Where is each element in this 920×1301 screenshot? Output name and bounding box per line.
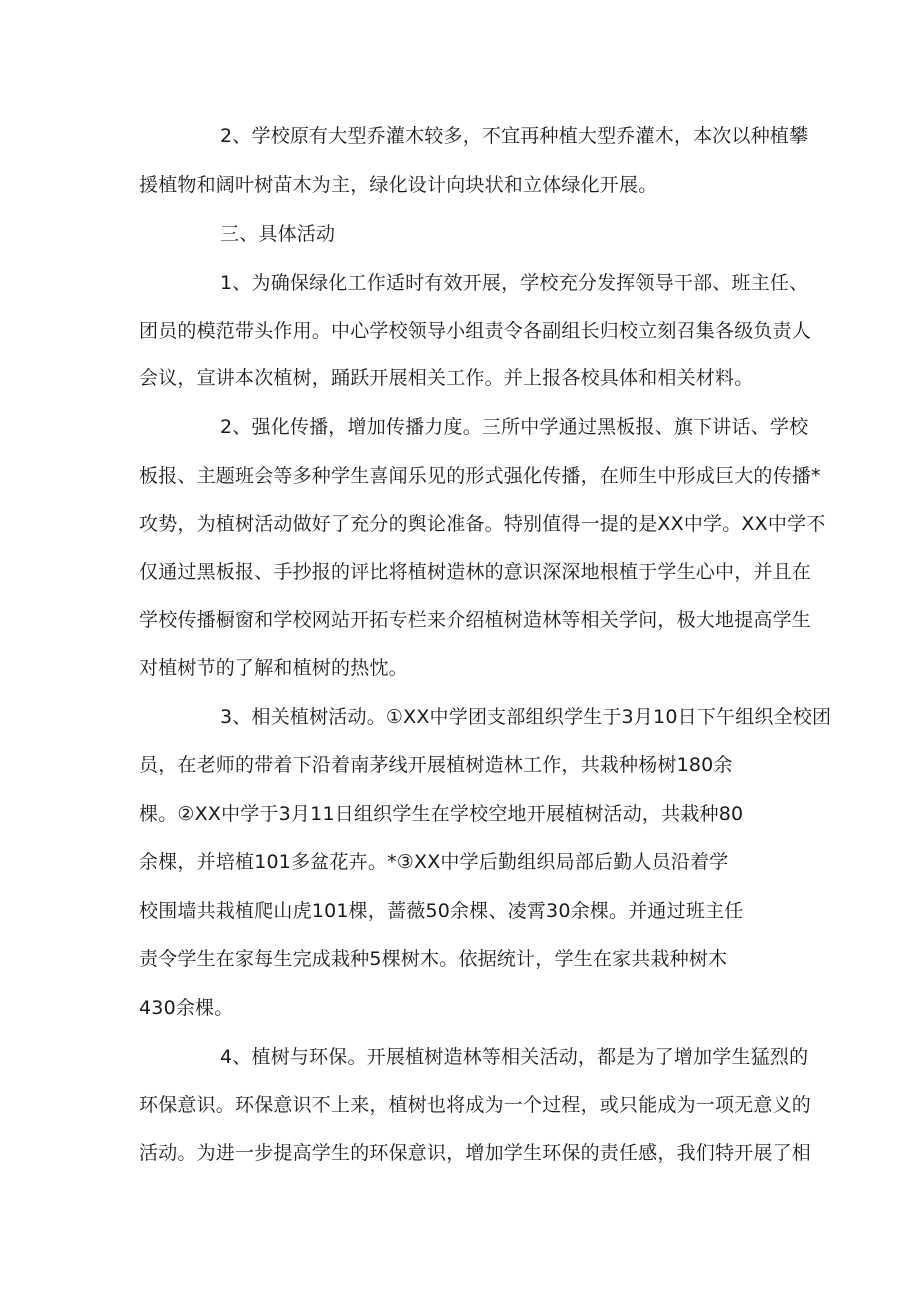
section-heading: 三、具体活动 <box>220 223 336 245</box>
text-line: 1、为确保绿化工作适时有效开展，学校充分发挥领导干部、班主任、 <box>220 272 809 294</box>
text-line: 仅通过黑板报、手抄报的评比将植树造林的意识深深地根植于学生心中，并且在 <box>139 561 812 583</box>
text-line: 3、相关植树活动。①XX中学团支部组织学生于3月10日下午组织全校团 <box>220 706 832 728</box>
text-line: 团员的模范带头作用。中心学校领导小组责令各副组长归校立刻召集各级负责人 <box>139 320 812 342</box>
text-line: 430余棵。 <box>139 997 234 1019</box>
text-line: 余棵，并培植101多盆花卉。*③XX中学后勤组织局部后勤人员沿着学 <box>139 851 729 873</box>
text-line: 活动。为进一步提高学生的环保意识，增加学生环保的责任感，我们特开展了相 <box>139 1142 812 1164</box>
text-line: 攻势，为植树活动做好了充分的舆论准备。特别值得一提的是XX中学。XX中学不 <box>139 513 826 535</box>
text-line: 责令学生在家每生完成栽种5棵树木。依据统计，学生在家共栽种树木 <box>139 948 728 970</box>
text-line: 2、学校原有大型乔灌木较多，不宜再种植大型乔灌木，本次以种植攀 <box>220 125 809 147</box>
text-line: 援植物和阔叶树苗木为主，绿化设计向块状和立体绿化开展。 <box>139 174 658 196</box>
text-line: 校围墙共栽植爬山虎101棵，蔷薇50余棵、凌霄30余棵。并通过班主任 <box>139 900 744 922</box>
text-line: 2、强化传播，增加传播力度。三所中学通过黑板报、旗下讲话、学校 <box>220 416 809 438</box>
text-line: 环保意识。环保意识不上来，植树也将成为一个过程，或只能成为一项无意义的 <box>139 1094 812 1116</box>
text-line: 对植树节的了解和植树的热忱。 <box>139 657 408 679</box>
text-line: 棵。②XX中学于3月11日组织学生在学校空地开展植树活动，共栽种80 <box>139 803 744 825</box>
text-line: 会议，宣讲本次植树，踊跃开展相关工作。并上报各校具体和相关材料。 <box>139 367 754 389</box>
text-line: 板报、主题班会等多种学生喜闻乐见的形式强化传播，在师生中形成巨大的传播* <box>139 465 821 487</box>
text-line: 学校传播橱窗和学校网站开拓专栏来介绍植树造林等相关学问，极大地提高学生 <box>139 609 812 631</box>
text-line: 4、植树与环保。开展植树造林等相关活动，都是为了增加学生猛烈的 <box>220 1046 809 1068</box>
text-line: 员，在老师的带着下沿着南茅线开展植树造林工作，共栽种杨树180余 <box>139 754 733 776</box>
